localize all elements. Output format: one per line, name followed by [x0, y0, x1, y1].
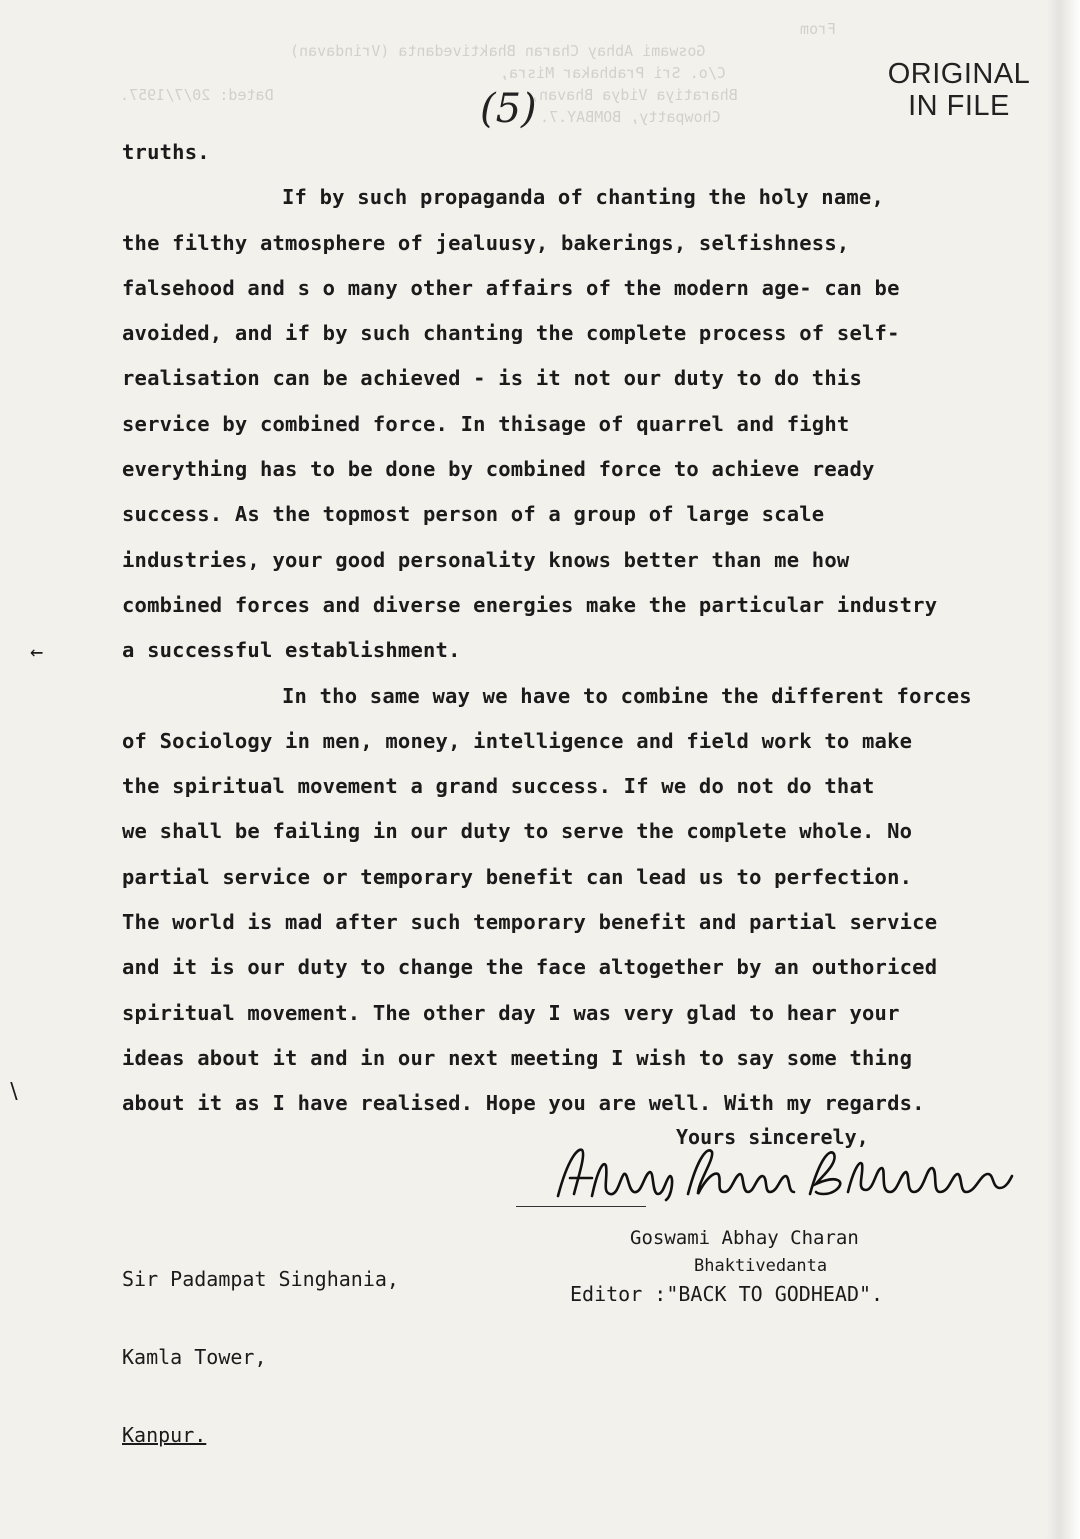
sender-title: Editor :"BACK TO GODHEAD". [570, 1282, 884, 1306]
addressee-city: Kanpur. [122, 1423, 207, 1447]
body-line: spiritual movement. The other day I was very glad to hear your [122, 1000, 900, 1025]
bleed-dated: Dated: 20/7/1957. [120, 86, 274, 104]
body-line: falsehood and s o many other affairs of the modern age- can be [122, 275, 900, 300]
body-line: avoided, and if by such chanting the complete process of self- [122, 321, 900, 346]
handwritten-signature [548, 1138, 1018, 1208]
bleed-from: From [800, 20, 837, 38]
handwritten-page-number: (5) [480, 86, 537, 132]
signature-rule [516, 1206, 646, 1207]
addressee-block [122, 1214, 399, 1500]
sender-surname: Bhaktivedanta [694, 1256, 828, 1276]
body-line: service by combined force. In thisage of quarrel and fight [122, 411, 850, 436]
body-line: truths. [122, 140, 210, 164]
closing-salutation: Yours sincerely, [676, 1125, 869, 1149]
body-line: The world is mad after such temporary benefit and partial service [122, 910, 938, 935]
body-line: success. As the topmost person of a group of large scale [122, 502, 825, 527]
letter-body [122, 130, 1032, 1127]
bleed-address: Chowpatty, BOMBAY.7. [540, 108, 721, 126]
body-line: about it as I have realised. Hope you are well. With my regards. [122, 1091, 925, 1116]
body-line: and it is our duty to change the face altogether by an outhoriced [122, 955, 938, 980]
stamp-line-2: IN FILE [908, 90, 1010, 122]
margin-mark-icon: ← [30, 640, 44, 665]
addressee-name: Sir Padampat Singhania, [122, 1267, 399, 1291]
bleed-institute: Bharatiya Vidya Bhavan, [530, 86, 738, 104]
body-line: the filthy atmosphere of jealuusy, bakerings, selfishness, [122, 230, 850, 255]
body-line: combined forces and diverse energies make the particular industry [122, 592, 938, 617]
addressee-building: Kamla Tower, [122, 1345, 267, 1369]
body-line: we shall be failing in our duty to serve the complete whole. No [122, 819, 913, 844]
original-in-file-stamp [884, 58, 1034, 122]
bleed-from-name: Goswami Abhay Charan Bhaktivedanta (Vrindavan) [290, 42, 706, 60]
page-edge-shadow [1046, 0, 1080, 1539]
body-line: a successful establishment. [122, 638, 461, 663]
body-line: the spiritual movement a grand success. If we do not do that [122, 774, 875, 799]
body-line: everything has to be done by combined force to achieve ready [122, 457, 875, 482]
margin-tick-icon: ∖ [6, 1080, 21, 1105]
body-line: ideas about it and in our next meeting I wish to say some thing [122, 1045, 913, 1070]
body-line: of Sociology in men, money, intelligence and field work to make [122, 728, 913, 753]
body-line: industries, your good personality knows better than me how [122, 547, 850, 572]
stamp-line-1: ORIGINAL [887, 58, 1031, 90]
sender-block [570, 1224, 884, 1308]
body-line: In tho same way we have to combine the different forces [282, 683, 972, 708]
bleed-co: C/o. Sri Prabhakar Misra, [500, 64, 726, 82]
body-line: realisation can be achieved - is it not our duty to do this [122, 366, 862, 391]
body-line: If by such propaganda of chanting the holy name, [282, 185, 885, 210]
sender-name: Goswami Abhay Charan [630, 1227, 859, 1249]
body-line: partial service or temporary benefit can lead us to perfection. [122, 864, 913, 889]
